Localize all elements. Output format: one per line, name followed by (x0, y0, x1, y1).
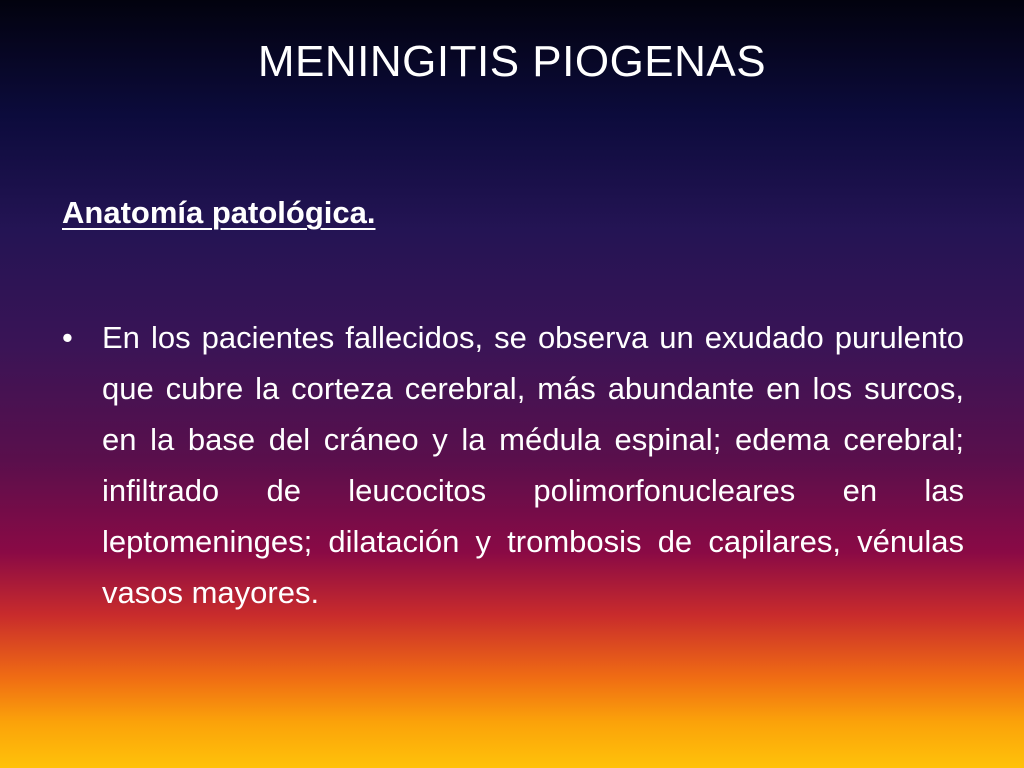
bullet-item (62, 312, 964, 618)
bullet-marker: • (62, 320, 73, 355)
section-subheading: Anatomía patológica. (62, 195, 376, 230)
slide-title: MENINGITIS PIOGENAS (257, 37, 767, 86)
bullet-list (62, 312, 964, 618)
bullet-text: En los pacientes fallecidos, se observa un exudado purulento que cubre la corteza cerebral, más abundante en los surcos, en la base del cráneo y la médula espinal; edema cerebral; infiltrado de leucocitos polimorfonucleares en las leptomeninges; dilatación y trombosis de capilares, vénulas vasos mayores. (102, 320, 964, 610)
